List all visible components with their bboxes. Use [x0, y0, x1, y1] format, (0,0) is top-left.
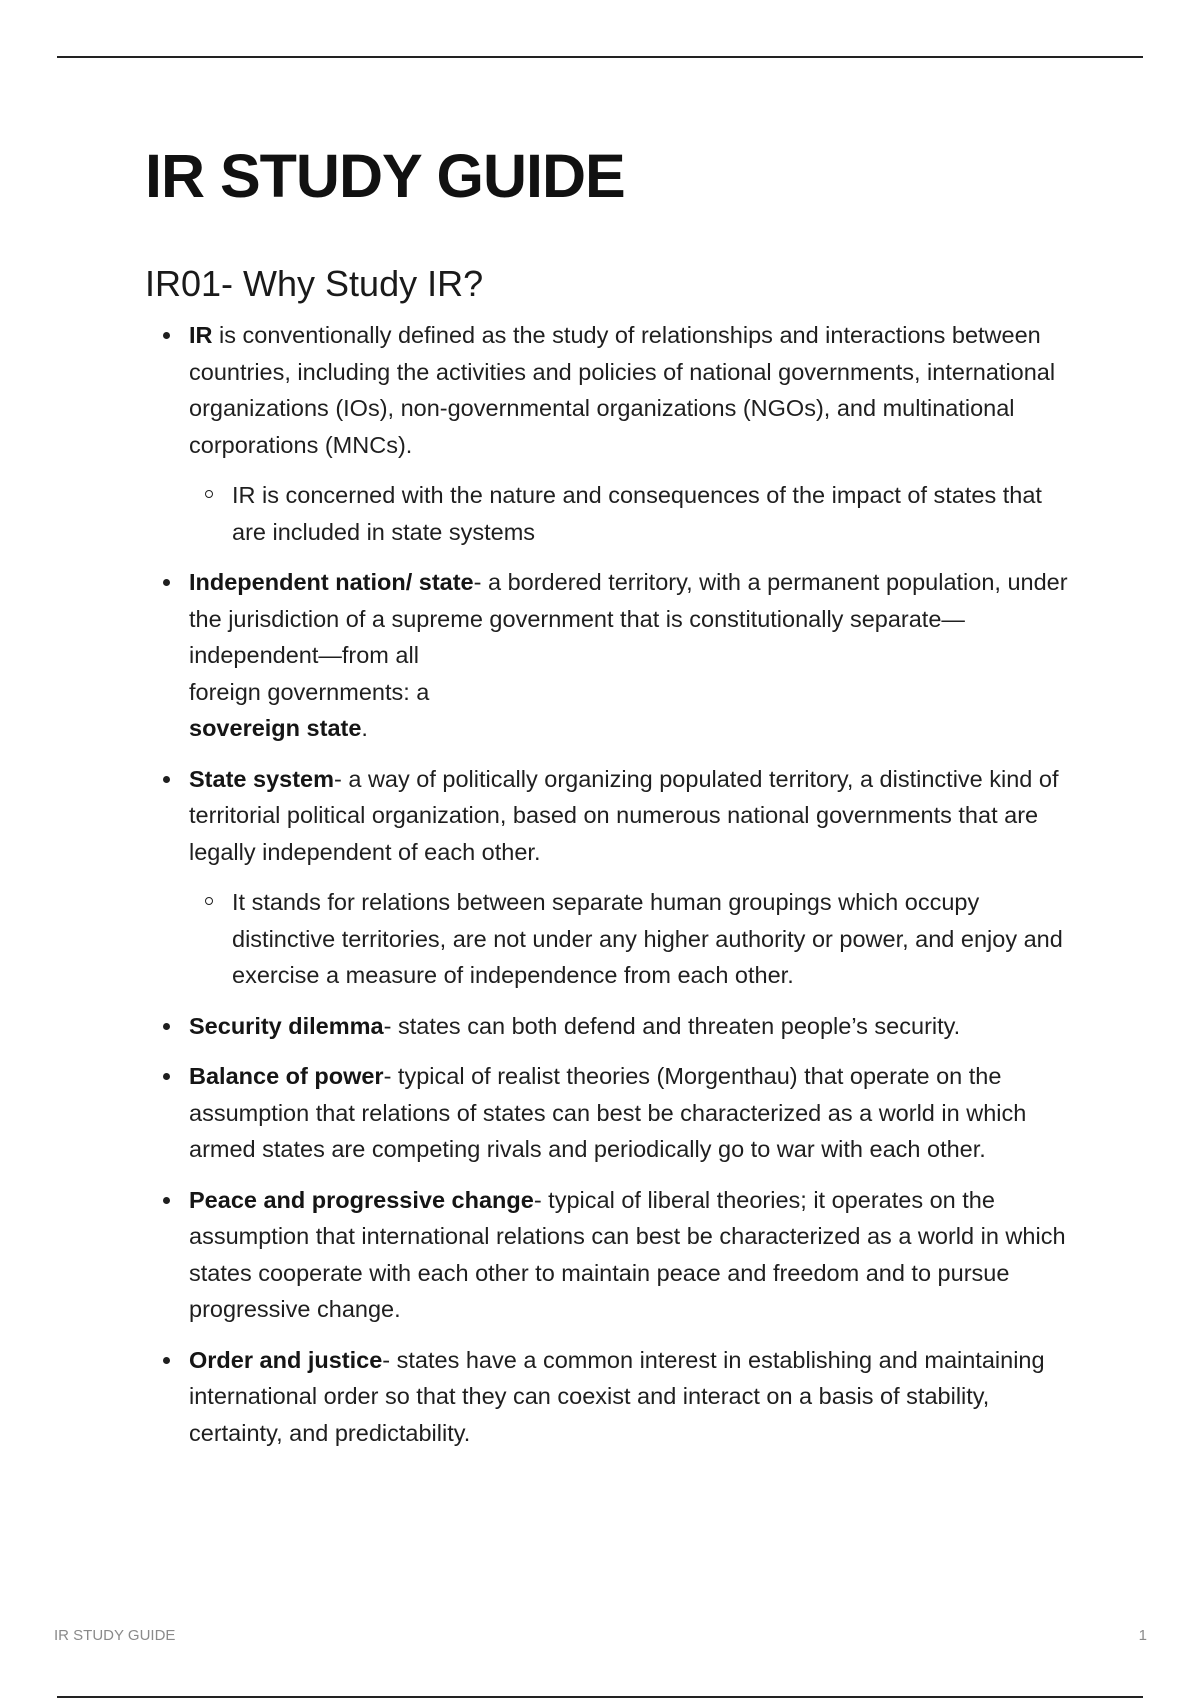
circle-bullet-icon [205, 897, 213, 905]
document-title: IR STUDY GUIDE [145, 142, 625, 210]
definition-text: - states have a common interest in establishing and maintaining international order so that they can coexist and interact on a basis of stability, certainty, and predictability. [189, 1346, 1045, 1446]
page-number: 1 [1138, 1627, 1147, 1644]
list-item-peace-progressive-change [189, 1182, 1075, 1328]
circle-bullet-icon [205, 490, 213, 498]
sub-item-text: It stands for relations between separate human groupings which occupy distinctive territories, are not under any higher authority or power, and enjoy and exercise a measure of independence from each other. [232, 889, 1063, 989]
bullet-icon [163, 776, 170, 783]
footer-title: IR STUDY GUIDE [54, 1627, 176, 1644]
term-state-system: State system [189, 765, 334, 792]
list-item-security-dilemma [189, 1008, 1075, 1045]
term-sovereign-state: sovereign state [189, 715, 362, 742]
definition-text: - typical of liberal theories; it operates on the assumption that international relations can best be characterized as a world in which states cooperate with each other to maintain peace and freedom and to pursue progressive change. [189, 1186, 1066, 1323]
page-content [145, 140, 1075, 1465]
definition-end: . [361, 715, 368, 742]
definition-text: - typical of realist theories (Morgenthau) that operate on the assumption that relations of states can best be characterized as a world in which armed states are competing rivals and periodically go to war with each other. [189, 1063, 1027, 1163]
term-balance-of-power: Balance of power [189, 1063, 384, 1090]
bullet-icon [163, 1073, 170, 1080]
section-title: IR01- Why Study IR? [145, 263, 484, 305]
bottom-rule [57, 1696, 1143, 1698]
term-security-dilemma: Security dilemma [189, 1012, 384, 1039]
definition-text: - states can both defend and threaten people’s security. [383, 1012, 961, 1039]
bullet-icon [163, 332, 170, 339]
sub-list [189, 477, 1075, 550]
list-item-balance-of-power [189, 1058, 1075, 1168]
sub-list-item [232, 477, 1075, 550]
sub-list-item [232, 884, 1075, 994]
bullet-icon [163, 579, 170, 586]
sub-item-text: IR is concerned with the nature and consequences of the impact of states that are included in state systems [232, 482, 1042, 545]
list-item-state-system [189, 761, 1075, 994]
term-peace-progressive-change: Peace and progressive change [189, 1186, 534, 1213]
term-order-justice: Order and justice [189, 1346, 383, 1373]
list-item-independent-state [189, 564, 1075, 747]
definition-text: is conventionally defined as the study of relationships and interactions between countries, including the activities and policies of national governments, international organizations (IOs), non-governmental organizations (NGOs), and multinational corporations (MNCs). [189, 322, 1056, 458]
definition-text-continued: foreign governments: a [189, 678, 430, 705]
bullet-icon [163, 1357, 170, 1364]
term-ir: IR [189, 322, 213, 349]
term-independent-state: Independent nation/ state [189, 569, 474, 596]
top-rule [57, 56, 1143, 58]
sub-list [189, 884, 1075, 994]
definition-text: - a bordered territory, with a permanent population, under the jurisdiction of a supreme government that is constitutionally separate—independent—from all [189, 569, 1068, 669]
definitions-list [145, 317, 1075, 1451]
list-item-ir [189, 317, 1075, 550]
list-item-order-justice [189, 1342, 1075, 1452]
bullet-icon [163, 1023, 170, 1030]
definition-text: - a way of politically organizing populated territory, a distinctive kind of territorial political organization, based on numerous national governments that are legally independent of each other. [189, 765, 1059, 865]
bullet-icon [163, 1197, 170, 1204]
